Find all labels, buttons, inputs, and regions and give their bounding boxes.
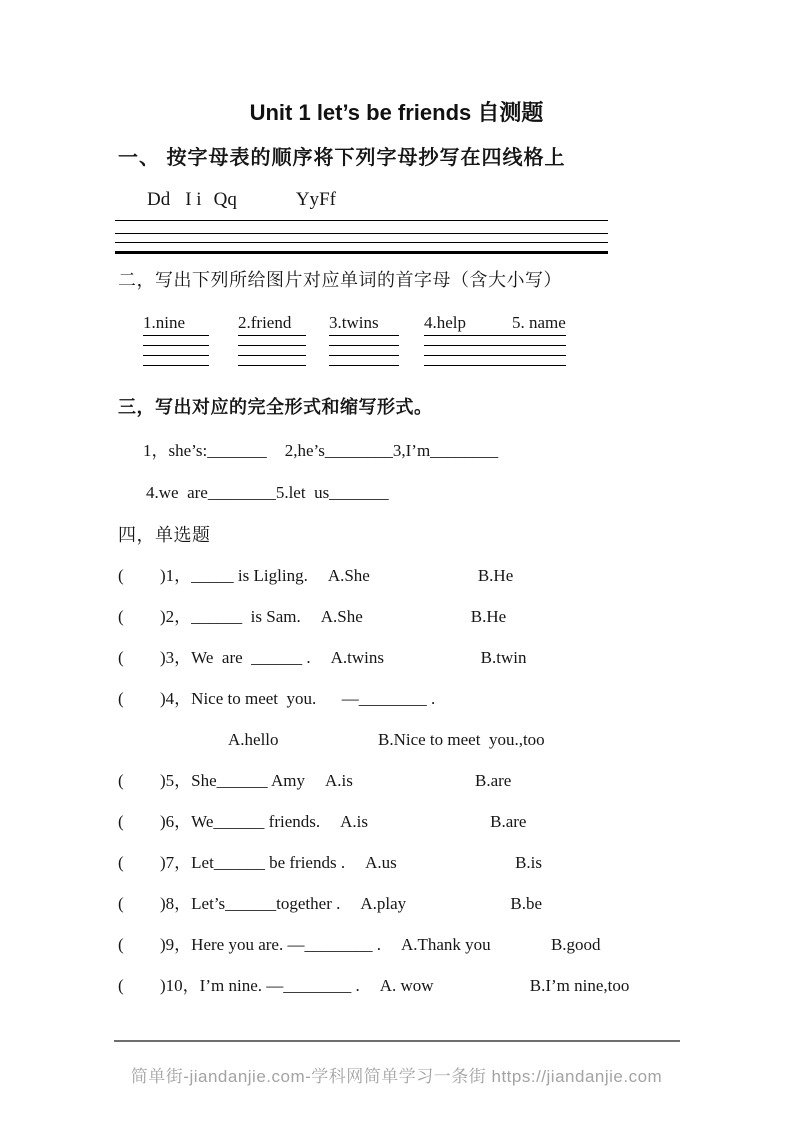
option-a: A.is	[324, 771, 353, 790]
question-options	[301, 607, 506, 626]
mini-writing-grid	[329, 335, 399, 375]
question-text: We are ______ .	[191, 648, 311, 667]
option-b: B.I’m nine,too	[529, 976, 630, 995]
mini-writing-grid	[143, 335, 209, 375]
option-b: B.twin	[480, 648, 527, 667]
question-text: Nice to meet you. —________ .	[191, 689, 436, 708]
section3-heading: 三，写出对应的完全形式和缩写形式。	[118, 397, 433, 417]
question-number: )5，	[160, 771, 192, 790]
answer-bracket: (	[118, 607, 124, 626]
letter-item: Dd	[147, 189, 171, 210]
question-options	[340, 894, 542, 913]
answer-bracket: (	[118, 935, 124, 954]
option-b: B.Nice to meet you.,too	[378, 730, 545, 749]
option-a: A.twins	[330, 648, 385, 667]
question-options	[228, 730, 793, 750]
mc-question-row	[118, 812, 793, 832]
fill-row-1	[118, 441, 793, 461]
question-number: )8，	[160, 894, 192, 913]
answer-bracket: (	[118, 771, 124, 790]
question-text: I’m nine. —________ .	[199, 976, 360, 995]
footer-text: 简单街-jiandanjie.com-学科网简单学习一条街 https://jiandanjie.com	[130, 1067, 663, 1086]
mc-question-row	[118, 648, 793, 668]
word-items-row	[118, 313, 793, 375]
question-number: )9，	[160, 935, 192, 954]
option-b: B.He	[470, 607, 507, 626]
answer-bracket: (	[118, 894, 124, 913]
option-a: A.is	[340, 812, 368, 831]
question-number: )7，	[160, 853, 192, 872]
section1-heading: 一、 按字母表的顺序将下列字母抄写在四线格上	[118, 147, 566, 169]
grid-line	[115, 243, 608, 254]
question-options	[305, 771, 511, 790]
section2-heading: 二，写出下列所给图片对应单词的首字母（含大小写）	[118, 270, 562, 290]
word-item	[424, 313, 512, 375]
word-label: 2.friend	[238, 313, 292, 332]
question-text: ______ is Sam.	[191, 607, 301, 626]
letter-item: Yy	[295, 189, 320, 210]
option-a: A.She	[327, 566, 370, 585]
mini-writing-grid	[424, 335, 512, 375]
question-options	[360, 976, 630, 995]
question-number: )10，	[160, 976, 200, 995]
answer-bracket: (	[118, 812, 124, 831]
option-b: B.be	[510, 894, 543, 913]
option-a: A.play	[360, 894, 407, 913]
question-options	[320, 812, 526, 831]
multiple-choice-list	[118, 566, 793, 996]
mc-question-row	[118, 894, 793, 914]
question-number: )1，	[160, 566, 192, 585]
question-options	[308, 566, 513, 585]
question-options	[345, 853, 542, 872]
word-label: 4.help	[424, 313, 467, 332]
option-b: B.is	[515, 853, 543, 872]
letter-item: I i	[185, 189, 202, 210]
question-number: )4，	[160, 689, 192, 708]
mc-question-row	[118, 566, 793, 586]
mc-question-row	[118, 689, 793, 750]
answer-bracket: (	[118, 689, 124, 708]
mc-question-row	[118, 771, 793, 791]
option-b: B.He	[477, 566, 514, 585]
question-text: _____ is Ligling.	[191, 566, 308, 585]
letter-item: Qq	[213, 189, 237, 210]
option-b: B.good	[550, 935, 601, 954]
question-options	[381, 935, 601, 954]
question-text: She______ Amy	[191, 771, 305, 790]
question-number: )6，	[160, 812, 192, 831]
word-item	[512, 313, 566, 375]
four-line-writing-grid	[115, 220, 608, 254]
question-options	[311, 648, 527, 667]
fill-row-2	[118, 483, 793, 503]
option-a: A.hello	[228, 730, 279, 749]
answer-bracket: (	[118, 853, 124, 872]
fill-item: 2,he’s________	[284, 441, 393, 460]
mini-writing-grid	[238, 335, 306, 375]
word-item	[238, 313, 306, 375]
fill-item: 1，she’s:_______	[143, 441, 267, 460]
mc-question-row	[118, 935, 793, 955]
option-b: B.are	[490, 812, 527, 831]
option-a: A.She	[320, 607, 363, 626]
mc-question-row	[118, 976, 793, 996]
question-number: )3，	[160, 648, 192, 667]
word-label: 3.twins	[329, 313, 379, 332]
option-a: A. wow	[379, 976, 434, 995]
section4-heading: 四，单选题	[118, 525, 211, 545]
option-a: A.us	[365, 853, 397, 872]
page-title: Unit 1 let’s be friends 自测题	[249, 100, 544, 125]
letters-row	[118, 189, 793, 211]
mc-question-row	[118, 853, 793, 873]
word-item	[329, 313, 399, 375]
question-text: Let______ be friends .	[191, 853, 346, 872]
answer-bracket: (	[118, 976, 124, 995]
fill-item: 5.let us_______	[275, 483, 389, 502]
question-number: )2，	[160, 607, 192, 626]
fill-item: 3,I’m________	[392, 441, 499, 460]
letter-item: Ff	[319, 189, 336, 210]
word-item	[143, 313, 209, 375]
mc-question-row	[118, 607, 793, 627]
grid-line	[115, 234, 608, 243]
fill-item: 4.we are________	[146, 483, 276, 502]
answer-bracket: (	[118, 648, 124, 667]
word-label: 1.nine	[143, 313, 186, 332]
option-b: B.are	[474, 771, 512, 790]
question-text: Let’s______together .	[191, 894, 341, 913]
word-label: 5. name	[512, 313, 566, 332]
answer-bracket: (	[118, 566, 124, 585]
question-text: We______ friends.	[191, 812, 321, 831]
question-text: Here you are. —________ .	[191, 935, 381, 954]
grid-line	[115, 221, 608, 234]
footer-divider	[114, 1040, 680, 1042]
mini-writing-grid	[512, 335, 566, 375]
option-a: A.Thank you	[400, 935, 491, 954]
